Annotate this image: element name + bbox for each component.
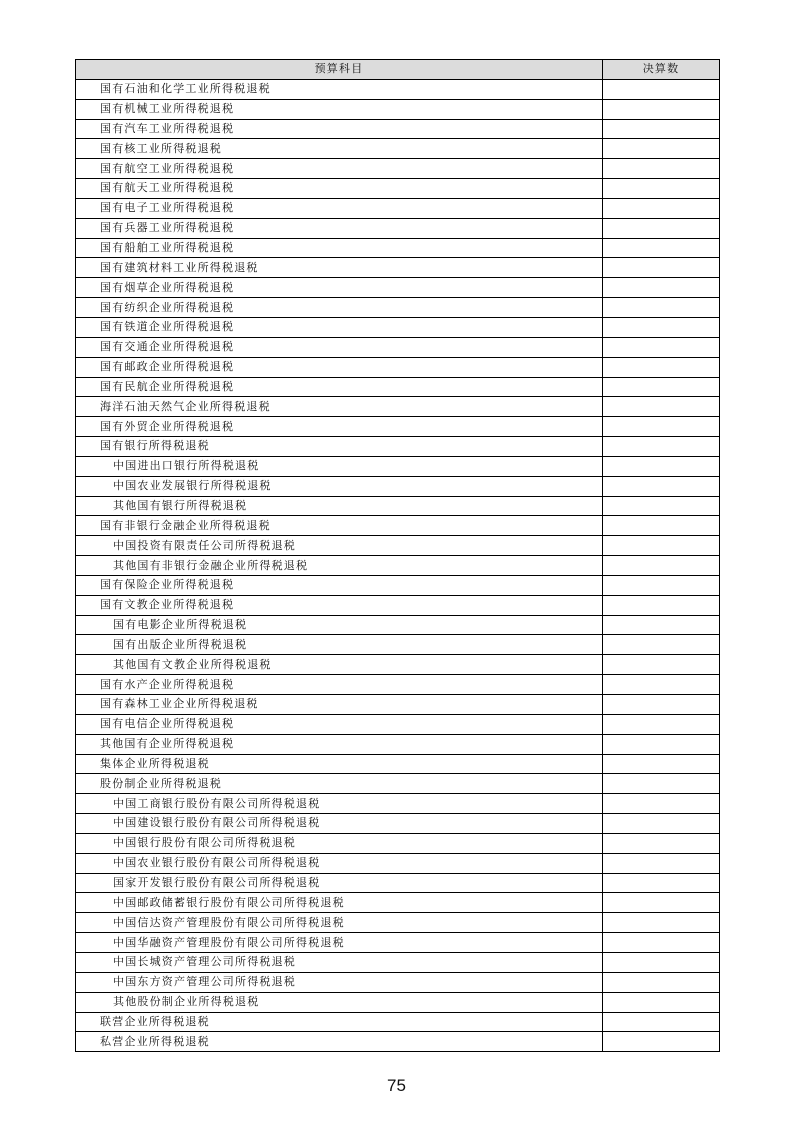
table-row (76, 1012, 720, 1032)
budget-subject-cell: 国有电影企业所得税退税 (76, 615, 603, 635)
table-row (76, 119, 720, 139)
final-amount-cell (603, 278, 720, 298)
budget-subject-cell: 中国进出口银行所得税退税 (76, 456, 603, 476)
table-row (76, 476, 720, 496)
table-row (76, 972, 720, 992)
table-row (76, 595, 720, 615)
final-amount-cell (603, 1012, 720, 1032)
budget-subject-cell: 国有石油和化学工业所得税退税 (76, 79, 603, 99)
final-amount-cell (603, 853, 720, 873)
final-amount-cell (603, 456, 720, 476)
budget-subject-cell: 国有民航企业所得税退税 (76, 377, 603, 397)
table-row (76, 695, 720, 715)
budget-subject-cell: 其他国有企业所得税退税 (76, 734, 603, 754)
table-row (76, 575, 720, 595)
table-row (76, 198, 720, 218)
budget-subject-cell: 中国投资有限责任公司所得税退税 (76, 536, 603, 556)
header-budget-subject: 预算科目 (76, 60, 603, 80)
budget-subject-cell: 联营企业所得税退税 (76, 1012, 603, 1032)
budget-subject-cell: 国有外贸企业所得税退税 (76, 417, 603, 437)
budget-subject-cell: 国有非银行金融企业所得税退税 (76, 516, 603, 536)
final-amount-cell (603, 556, 720, 576)
page-number: 75 (387, 1076, 406, 1095)
final-amount-cell (603, 635, 720, 655)
final-amount-cell (603, 695, 720, 715)
budget-subject-cell: 国有烟草企业所得税退税 (76, 278, 603, 298)
final-amount-cell (603, 655, 720, 675)
table-row (76, 258, 720, 278)
budget-subject-cell: 国有电子工业所得税退税 (76, 198, 603, 218)
budget-subject-cell: 国有机械工业所得税退税 (76, 99, 603, 119)
budget-table (75, 59, 720, 1052)
budget-subject-cell: 其他股份制企业所得税退税 (76, 992, 603, 1012)
final-amount-cell (603, 317, 720, 337)
table-row (76, 238, 720, 258)
table-row (76, 179, 720, 199)
table-row (76, 734, 720, 754)
table-row (76, 853, 720, 873)
budget-subject-cell: 国有铁道企业所得税退税 (76, 317, 603, 337)
final-amount-cell (603, 595, 720, 615)
final-amount-cell (603, 218, 720, 238)
final-amount-cell (603, 238, 720, 258)
table-row (76, 218, 720, 238)
budget-subject-cell: 其他国有非银行金融企业所得税退税 (76, 556, 603, 576)
final-amount-cell (603, 119, 720, 139)
final-amount-cell (603, 754, 720, 774)
table-row (76, 774, 720, 794)
final-amount-cell (603, 615, 720, 635)
table-row (76, 655, 720, 675)
budget-subject-cell: 国有保险企业所得税退税 (76, 575, 603, 595)
table-row (76, 139, 720, 159)
table-row (76, 833, 720, 853)
budget-subject-cell: 国有银行所得税退税 (76, 437, 603, 457)
budget-subject-cell: 国家开发银行股份有限公司所得税退税 (76, 873, 603, 893)
budget-subject-cell: 海洋石油天然气企业所得税退税 (76, 397, 603, 417)
budget-subject-cell: 私营企业所得税退税 (76, 1032, 603, 1052)
table-row (76, 437, 720, 457)
budget-subject-cell: 国有核工业所得税退税 (76, 139, 603, 159)
table-row (76, 496, 720, 516)
budget-subject-cell: 中国长城资产管理公司所得税退税 (76, 952, 603, 972)
final-amount-cell (603, 972, 720, 992)
table-row (76, 913, 720, 933)
budget-subject-cell: 中国农业银行股份有限公司所得税退税 (76, 853, 603, 873)
final-amount-cell (603, 79, 720, 99)
table-row (76, 377, 720, 397)
final-amount-cell (603, 833, 720, 853)
table-row (76, 814, 720, 834)
budget-subject-cell: 其他国有银行所得税退税 (76, 496, 603, 516)
table-row (76, 337, 720, 357)
table-row (76, 635, 720, 655)
final-amount-cell (603, 734, 720, 754)
final-amount-cell (603, 179, 720, 199)
final-amount-cell (603, 139, 720, 159)
final-amount-cell (603, 675, 720, 695)
final-amount-cell (603, 516, 720, 536)
budget-subject-cell: 中国农业发展银行所得税退税 (76, 476, 603, 496)
table-row (76, 516, 720, 536)
table-row (76, 1032, 720, 1052)
budget-subject-cell: 集体企业所得税退税 (76, 754, 603, 774)
budget-subject-cell: 国有文教企业所得税退税 (76, 595, 603, 615)
budget-subject-cell: 国有出版企业所得税退税 (76, 635, 603, 655)
table-row (76, 952, 720, 972)
budget-subject-cell: 国有航空工业所得税退税 (76, 159, 603, 179)
budget-subject-cell: 国有森林工业企业所得税退税 (76, 695, 603, 715)
final-amount-cell (603, 198, 720, 218)
final-amount-cell (603, 337, 720, 357)
budget-subject-cell: 国有水产企业所得税退税 (76, 675, 603, 695)
table-row (76, 298, 720, 318)
final-amount-cell (603, 99, 720, 119)
table-row (76, 794, 720, 814)
budget-subject-cell: 中国建设银行股份有限公司所得税退税 (76, 814, 603, 834)
final-amount-cell (603, 714, 720, 734)
budget-subject-cell: 国有建筑材料工业所得税退税 (76, 258, 603, 278)
table-row (76, 79, 720, 99)
table-row (76, 675, 720, 695)
final-amount-cell (603, 873, 720, 893)
budget-subject-cell: 中国银行股份有限公司所得税退税 (76, 833, 603, 853)
final-amount-cell (603, 397, 720, 417)
final-amount-cell (603, 774, 720, 794)
final-amount-cell (603, 476, 720, 496)
budget-subject-cell: 中国工商银行股份有限公司所得税退税 (76, 794, 603, 814)
final-amount-cell (603, 298, 720, 318)
table-row (76, 357, 720, 377)
table-row (76, 456, 720, 476)
budget-subject-cell: 中国华融资产管理股份有限公司所得税退税 (76, 933, 603, 953)
budget-subject-cell: 中国东方资产管理公司所得税退税 (76, 972, 603, 992)
table-row (76, 417, 720, 437)
budget-subject-cell: 国有电信企业所得税退税 (76, 714, 603, 734)
final-amount-cell (603, 1032, 720, 1052)
table-row (76, 893, 720, 913)
table-row (76, 278, 720, 298)
table-row (76, 714, 720, 734)
final-amount-cell (603, 437, 720, 457)
table-row (76, 159, 720, 179)
final-amount-cell (603, 357, 720, 377)
final-amount-cell (603, 893, 720, 913)
final-amount-cell (603, 913, 720, 933)
budget-subject-cell: 国有纺织企业所得税退税 (76, 298, 603, 318)
table-row (76, 933, 720, 953)
budget-subject-cell: 国有邮政企业所得税退税 (76, 357, 603, 377)
table-row (76, 397, 720, 417)
budget-subject-cell: 其他国有文教企业所得税退税 (76, 655, 603, 675)
table-row (76, 536, 720, 556)
table-header-row (76, 60, 720, 80)
final-amount-cell (603, 575, 720, 595)
table-body (76, 79, 720, 1051)
budget-subject-cell: 国有航天工业所得税退税 (76, 179, 603, 199)
budget-subject-cell: 中国信达资产管理股份有限公司所得税退税 (76, 913, 603, 933)
final-amount-cell (603, 933, 720, 953)
budget-subject-cell: 国有汽车工业所得税退税 (76, 119, 603, 139)
final-amount-cell (603, 258, 720, 278)
header-final-amount: 决算数 (603, 60, 720, 80)
table-row (76, 556, 720, 576)
final-amount-cell (603, 496, 720, 516)
final-amount-cell (603, 159, 720, 179)
budget-subject-cell: 国有兵器工业所得税退税 (76, 218, 603, 238)
final-amount-cell (603, 794, 720, 814)
table-row (76, 317, 720, 337)
table-row (76, 754, 720, 774)
budget-subject-cell: 股份制企业所得税退税 (76, 774, 603, 794)
budget-subject-cell: 国有船舶工业所得税退税 (76, 238, 603, 258)
final-amount-cell (603, 536, 720, 556)
table-row (76, 873, 720, 893)
final-amount-cell (603, 814, 720, 834)
table-row (76, 615, 720, 635)
final-amount-cell (603, 952, 720, 972)
final-amount-cell (603, 992, 720, 1012)
final-amount-cell (603, 377, 720, 397)
budget-subject-cell: 国有交通企业所得税退税 (76, 337, 603, 357)
final-amount-cell (603, 417, 720, 437)
budget-subject-cell: 中国邮政储蓄银行股份有限公司所得税退税 (76, 893, 603, 913)
table-row (76, 99, 720, 119)
table-row (76, 992, 720, 1012)
